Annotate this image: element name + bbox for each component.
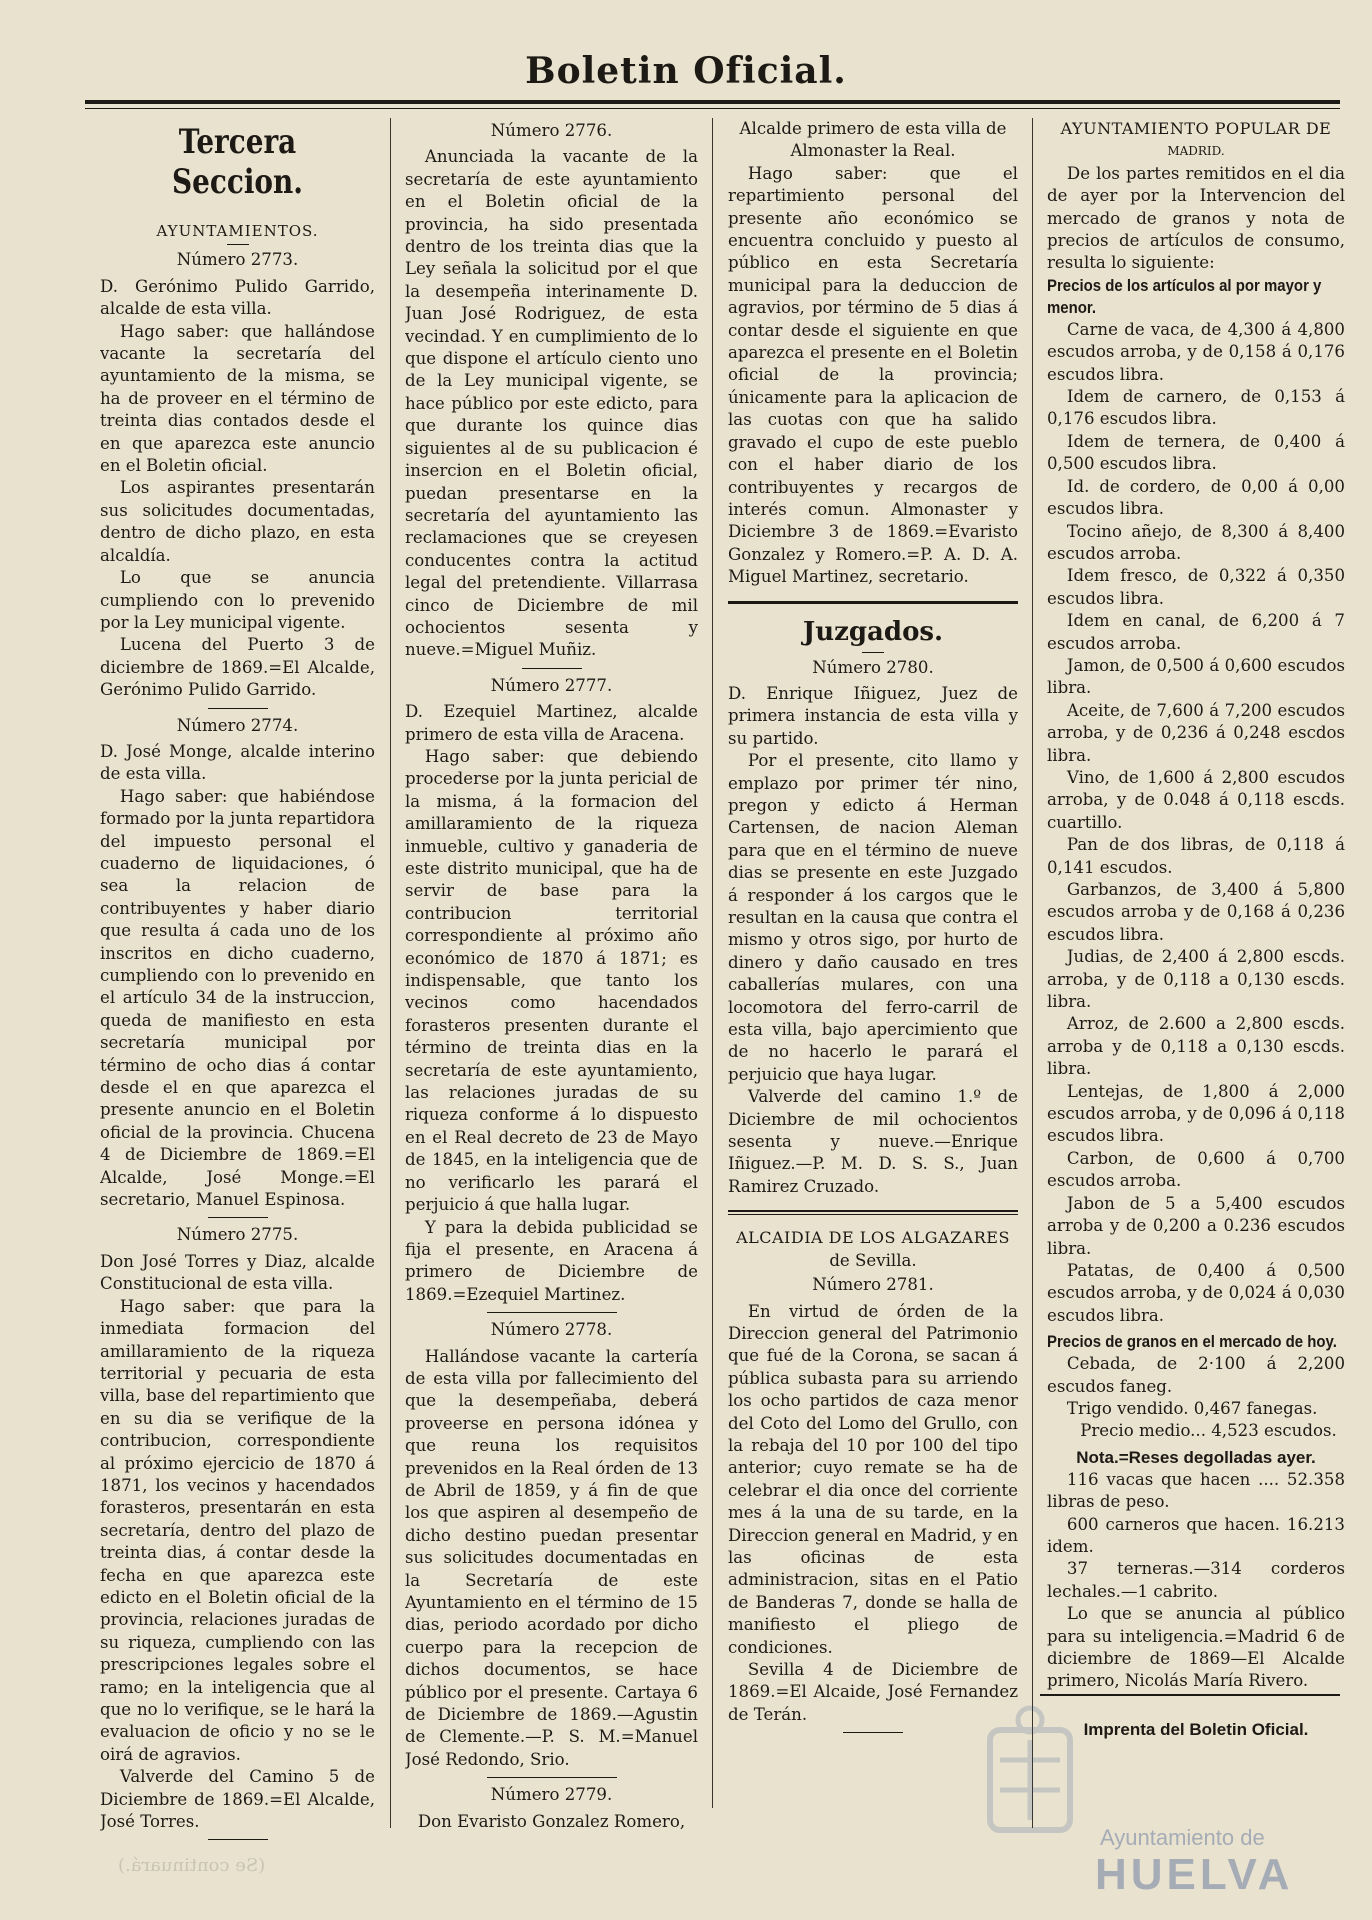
notice-heading: D. José Monge, alcalde interino de esta villa.	[100, 741, 375, 784]
nota-item: 37 terneras.—314 corderos lechales.—1 cabrito.	[1047, 1559, 1345, 1601]
masthead-rule-thin	[85, 108, 1340, 109]
notice-paragraph: Hago saber: que el repartimiento personal del presente año económico se encuentra concluido y puesto al público en esta Secretaría municipal para la deduccion de agravios, por término de 5 dias á contar desde el siguiente en que aparezca el presente en el Boletin oficial de la provincia; únicamente para la aplicacion de las cuotas con que ha salido gravado el cupo de este pueblo con el haber diario de los contribuyentes y recargos de interés comun. Almonaster y Diciembre 3 de 1869.=Evaristo Gonzalez y Romero.=P. A. D. A. Miguel Martinez, secretario.	[728, 163, 1018, 587]
divider	[208, 1839, 268, 1840]
notice-paragraph: Lo que se anuncia cumpliendo con lo prevenido por la Ley municipal vigente.	[100, 568, 375, 632]
nota-heading: Nota.=Reses degolladas ayer.	[1076, 1447, 1316, 1467]
price-item: Idem fresco, de 0,322 á 0,350 escudos libra.	[1047, 566, 1345, 608]
notice-paragraph: Hago saber: que para la inmediata formacion del amillaramiento de la riqueza territorial y pecuaria de esta villa, base del repartimiento que en su dia se verifique de la contribucion, correspondiente al próximo ejercicio de 1870 á 1871, los vecinos y hacendados forasteros, presentarán en esta secretaría, dentro del plazo de treinta dias, á contar desde la fecha en que aparezca este edicto en el Boletin oficial de la provincia, relaciones juradas de su riqueza, cumpliendo con las prescripciones legales sobre el ramo; en la inteligencia que al que no lo verifique, se le hará la evaluacion de oficio y no se le oirá de agravios.	[100, 1296, 375, 1764]
grain-item: Cebada, de 2·100 á 2,200 escudos faneg.	[1047, 1354, 1345, 1396]
divider	[728, 601, 1018, 604]
notice-number: Número 2777.	[490, 675, 613, 695]
price-item: Idem en canal, de 6,200 á 7 escudos arroba.	[1047, 611, 1345, 653]
notice-number: Número 2774.	[176, 715, 299, 735]
price-list	[1047, 319, 1345, 1327]
notice-number: Número 2780.	[812, 657, 934, 677]
juzgados-title: Juzgados.	[802, 616, 944, 647]
column-4	[1047, 118, 1345, 1860]
price-item: Carne de vaca, de 4,300 á 4,800 escudos arroba, y de 0,158 á 0,176 escudos libra.	[1047, 319, 1345, 384]
price-item: Patatas, de 0,400 á 0,500 escudos arroba, y de 0,024 á 0,030 escudos libra.	[1047, 1260, 1345, 1325]
notice-paragraph: Anunciada la vacante de la secretaría de este ayuntamiento en el Boletin oficial de la provincia, ha sido presentada dentro de los treinta dias que la Ley señala la solicitud por el que la desempeña interinamente D. Juan José Rodriguez, de esta vecindad. Y en cumplimiento de lo que dispone el artículo ciento uno de la Ley municipal vigente, se hace público por este edicto, para que durante los quince dias siguientes al de su publicacion é insercion en el Boletin oficial, puedan presentarse en la secretaría del ayuntamiento las reclamaciones que se creyesen conducentes contra la actitud legal del pretendiente. Villarrasa cinco de Diciembre de mil ochocientos sesenta y nueve.=Miguel Muñiz.	[405, 147, 698, 660]
notice-paragraph: Hallándose vacante la cartería de esta villa por fallecimiento del que la desempeñaba, deberá proveerse en persona idónea y que reuna los requisitos prevenidos en la Real órden de 13 de Abril de 1859, y á fin de que los que aspiren al desempeño de dicho destino puedan presentar sus solicitudes documentadas en la Secretaría de este Ayuntamiento en el término de 15 dias, periodo acordado por dicho cuerpo para la recepcion de dichos documentos, se hace público por el presente. Cartaya 6 de Diciembre de 1869.—Agustin de Clemente.—P. S. M.=Manuel José Redondo, Srio.	[405, 1346, 698, 1769]
madrid-subtitle: MADRID.	[1167, 144, 1225, 159]
price-item: Jamon, de 0,500 á 0,600 escudos libra.	[1047, 655, 1345, 698]
printer-imprint: Imprenta del Boletin Oficial.	[1083, 1720, 1309, 1739]
divider	[487, 1312, 617, 1313]
grain-item: Precio medio... 4,523 escudos.	[1080, 1421, 1337, 1441]
notice-paragraph: Hago saber: que hallándose vacante la secretaría del ayuntamiento de la misma, se ha de proveer en el término de treinta dias contados desde el en que aparezca este anuncio en el Boletin oficial.	[100, 321, 375, 476]
notice-paragraph: Lucena del Puerto 3 de diciembre de 1869.=El Alcalde, Gerónimo Pulido Garrido.	[100, 635, 375, 700]
divider	[208, 1217, 268, 1218]
notice-paragraph: Hago saber: que habiéndose formado por la junta repartidora del impuesto personal el cuaderno de liquidaciones, ó sea la relacion de contribuyentes y haber diario que resulta á cada uno de los inscritos en dicho cuaderno, cumpliendo con lo prevenido en el artículo 34 de la instruccion, queda de manifiesto en esta secretaría municipal por término de ocho dias á contar desde el en que aparezca el presente anuncio en el Boletin oficial de la provincia. Chucena 4 de Diciembre de 1869.=El Alcalde, José Monge.=El secretario, Manuel Espinosa.	[100, 786, 375, 1210]
notice-heading: D. Gerónimo Pulido Garrido, alcalde de esta villa.	[100, 276, 375, 319]
footer-rule	[1040, 1694, 1340, 1696]
masthead: Boletin Oficial.	[525, 50, 847, 92]
notice-paragraph: Valverde del Camino 5 de Diciembre de 1869.=El Alcalde, José Torres.	[100, 1767, 375, 1832]
price-item: Garbanzos, de 3,400 á 5,800 escudos arroba y de 0,168 á 0,236 escudos libra.	[1047, 880, 1345, 944]
notice-heading: Don Evaristo Gonzalez Romero,	[417, 1811, 686, 1831]
masthead-rule-thick	[85, 100, 1340, 104]
column-2	[405, 118, 698, 1860]
notice-heading: Alcalde primero de esta villa de Almonaster la Real.	[739, 119, 1007, 161]
notice-paragraph: Hago saber: que debiendo procederse por la junta pericial de la misma, á la formacion del amillaramiento de la riqueza inmueble, cultivo y ganaderia de este distrito municipal, que ha de servir de base para la contribucion territorial correspondiente al próximo año económico de 1870 á 1871; es indispensable, que tanto los vecinos como hacendados forasteros presenten durante el término de treinta dias en la secretaría de este ayuntamiento, las relaciones juradas de su riqueza conforme á lo dispuesto en el Real decreto de 23 de Mayo de 1845, en la inteligencia que de no verificarlo les parará el perjuicio á que halla lugar.	[405, 746, 698, 1215]
grain-item: Trigo vendido. 0,467 fanegas.	[1066, 1398, 1318, 1418]
price-item: Vino, de 1,600 á 2,800 escudos arroba, y de 0.048 á 0,118 escds. cuartillo.	[1047, 767, 1345, 832]
prices-heading: Precios de los artículos al por mayor y menor.	[1047, 275, 1322, 317]
notice-number: Número 2773.	[176, 250, 299, 270]
divider	[728, 1210, 1018, 1215]
divider	[487, 1777, 617, 1778]
column-3	[728, 118, 1018, 1860]
price-item: Judias, de 2,400 á 2,800 escds. arroba, y de 0,118 a 0,130 escds. libra.	[1047, 947, 1345, 1012]
notice-heading: D. Ezequiel Martinez, alcalde primero de esta villa de Aracena.	[405, 702, 698, 744]
notice-heading: D. Enrique Iñiguez, Juez de primera instancia de esta villa y su partido.	[728, 683, 1018, 748]
bleed-through-text: (Se continuará.)	[118, 1855, 266, 1876]
price-item: Idem de carnero, de 0,153 á 0,176 escudos libra.	[1047, 387, 1345, 429]
notice-paragraph: Por el presente, cito llamo y emplazo por primer tér nino, pregon y edicto á Herman Cartensen, de nacion Aleman para que en el término de nueve dias se presente en este Juzgado á responder á los cargos que le resultan en la causa que contra el mismo y otros sigo, por hurto de dinero y daño causado en tres caballerías mulares, con una locomotora del ferro-carril de esta villa, bajo apercimiento que de no hacerlo le parará el perjuicio que haya lugar.	[728, 751, 1018, 1084]
watermark-line1: Ayuntamiento de	[1100, 1825, 1265, 1850]
notice-paragraph: Valverde del camino 1.º de Diciembre de mil ochocientos sesenta y nueve.—Enrique Iñiguez.—P. M. D. S. S., Juan Ramirez Cruzado.	[728, 1087, 1018, 1196]
price-item: Aceite, de 7,600 á 7,200 escudos arroba, y de 0,236 á 0,248 escdos libra.	[1047, 700, 1345, 765]
column-divider-3	[1032, 118, 1033, 1828]
divider	[208, 708, 268, 709]
price-item: Pan de dos libras, de 0,118 á 0,141 escudos.	[1047, 835, 1345, 877]
section-title: Tercera Seccion.	[172, 122, 303, 202]
notice-paragraph: Sevilla 4 de Diciembre de 1869.=El Alcaide, José Fernandez de Terán.	[728, 1660, 1018, 1724]
notice-number: Número 2776.	[490, 121, 613, 140]
price-item: Lentejas, de 1,800 á 2,000 escudos arroba, y de 0,096 á 0,118 escudos libra.	[1047, 1081, 1345, 1146]
price-item: Tocino añejo, de 8,300 á 8,400 escudos arroba.	[1047, 521, 1345, 563]
price-item: Idem de ternera, de 0,400 á 0,500 escudos libra.	[1047, 431, 1345, 474]
notice-number: Número 2778.	[490, 1320, 613, 1340]
price-item: Jabon de 5 a 5,400 escudos arroba y de 0,200 a 0.236 escudos libra.	[1047, 1193, 1345, 1258]
subsection-title: AYUNTAMIENTOS.	[156, 222, 319, 240]
notice-number: Número 2775.	[176, 1225, 299, 1245]
notice-paragraph: En virtud de órden de la Direccion general del Patrimonio que fué de la Corona, se sacan á pública subasta para su arriendo los ocho partidos de caza menor del Coto del Lomo del Grullo, con la rebaja del 10 por 100 del tipo anterior; cuyo remate se ha de celebrar el dia once del corriente mes á la una de su tarde, en la Direccion general en Madrid, y en las oficinas de esta administracion, sitas en el Patio de Banderas 7, donde se halla de manifiesto el pliego de condiciones.	[728, 1301, 1018, 1657]
closing-paragraph: Lo que se anuncia al público para su inteligencia.=Madrid 6 de diciembre de 1869—El Alcalde primero, Nicolás María Rivero.	[1047, 1604, 1345, 1691]
price-item: Arroz, de 2.600 a 2,800 escds. arroba y de 0,118 a 0,130 escds. libra.	[1047, 1014, 1345, 1079]
notice-heading: Don José Torres y Diaz, alcalde Constitucional de esta villa.	[100, 1251, 375, 1294]
madrid-title: AYUNTAMIENTO POPULAR DE	[1060, 119, 1332, 138]
notice-number: Número 2779.	[490, 1785, 613, 1805]
price-item: Carbon, de 0,600 á 0,700 escudos arroba.	[1047, 1148, 1345, 1191]
nota-item: 600 carneros que hacen. 16.213 idem.	[1047, 1514, 1345, 1556]
notice-paragraph: Los aspirantes presentarán sus solicitudes documentadas, dentro de dicho plazo, en esta alcaldía.	[100, 478, 375, 565]
divider	[522, 668, 582, 669]
nota-item: 116 vacas que hacen .... 52.358 libras de peso.	[1047, 1469, 1345, 1512]
column-1	[100, 118, 375, 1860]
divider	[843, 1732, 903, 1733]
alcaidia-title: ALCAIDIA DE LOS ALGAZARES	[736, 1228, 1010, 1248]
notice-number: Número 2781.	[812, 1275, 934, 1295]
notice-paragraph: Y para la debida publicidad se fija el presente, en Aracena á primero de Diciembre de 1869.=Ezequiel Martinez.	[405, 1217, 698, 1304]
alcaidia-subtitle: de Sevilla.	[829, 1250, 917, 1270]
madrid-intro: De los partes remitidos en el dia de ayer por la Intervencion del mercado de granos y nota de precios de artículos de consumo, resulta lo siguiente:	[1047, 163, 1345, 273]
grain-heading: Precios de granos en el mercado de hoy.	[1047, 1332, 1337, 1352]
watermark-line2: HUELVA	[1095, 1850, 1294, 1899]
divider	[862, 652, 884, 653]
divider	[227, 244, 249, 245]
column-divider-1	[390, 118, 391, 1828]
price-item: Id. de cordero, de 0,00 á 0,00 escudos libra.	[1047, 476, 1345, 519]
column-divider-2	[712, 118, 713, 1808]
